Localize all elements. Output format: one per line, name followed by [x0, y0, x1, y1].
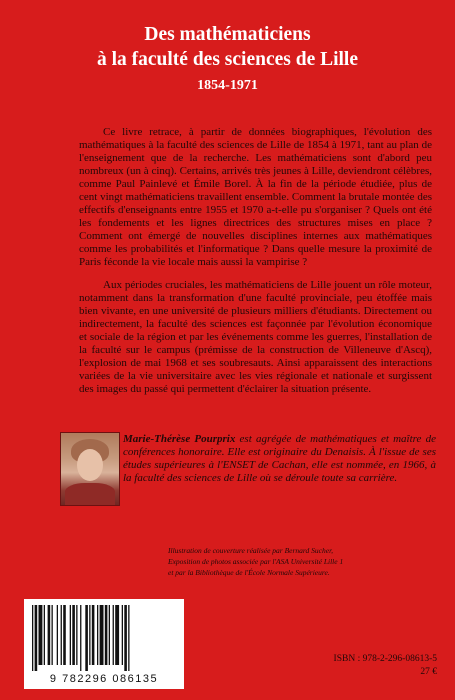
summary-paragraph-1 [79, 126, 432, 269]
price: 27 € [420, 667, 437, 677]
author-name: Marie-Thérèse Pourprix [123, 433, 236, 445]
summary-text-1: Ce livre retrace, à partir de données biographiques, l'évolution des mathématiques à la faculté des sciences de Lille de 1854 à 1971, tant au plan de l'enseignement que de la recherche. Les mathématiciens sont d'abord peu nombreux (un à cinq). Certains, arrivés très jeunes à Lille, deviendront célèbres, comme Paul Painlevé et Émile Borel. À la fin de la période étudiée, plus de cent vingt mathématiciens travaillent ensemble. Comment la brutale montée des effectifs d'enseignants entre 1955 et 1970 a-t-elle pu s'organiser ? Quels ont été les fondements et les lignes directrices des structures mises en place ? Comment ont émergé de nouvelles disciplines internes aux mathématiques comme les probabilités et l'informatique ? Dans quelle mesure la proximité de Paris féconde la vie locale mais aussi la vampirise ? [79, 126, 432, 268]
title-line-2: à la faculté des sciences de Lille [96, 49, 359, 70]
author-bio-text: est agrégée de mathématiques et maître de conférences honoraire. Elle est originaire du Denaisis. À l'issue de ses études supérieures à l'ENSET de Cachan, elle est nommée, en 1966, à la faculté des sciences de Lille où se déroule toute sa carrière. [123, 433, 436, 484]
summary-text-2: Aux périodes cruciales, les mathématiciens de Lille jouent un rôle moteur, notamment dans la transformation d'une faculté provinciale, peu étoffée mais bien vivante, en une université de plusieurs milliers d'étudiants. Directement ou indirectement, la faculté des sciences est façonnée par l'évolution économique et sociale de la région et par les événements comme les guerres, l'installation de la faculté sur le campus (prémisse de la construction de Villeneuve d'Ascq), l'explosion de mai 1968 et ses soubresauts. Ainsi apparaissent des interactions variées de la vie universitaire avec les vies régionale et nationale et surgissent des images du passé qui permettent d'éclairer la situation présente. [79, 279, 432, 395]
book-title [0, 22, 455, 72]
barcode [24, 599, 184, 689]
title-years: 1854-1971 [197, 78, 258, 93]
author-bio [123, 433, 436, 485]
cover-credit [168, 545, 438, 578]
summary-paragraph-2 [79, 279, 432, 396]
author-photo [60, 432, 120, 506]
credit-line-1: Illustration de couverture réalisée par Bernard Sucher, [168, 546, 334, 555]
credit-line-2: Exposition de photos associée par l'ASA Université Lille 1 [168, 557, 344, 566]
barcode-bars [32, 605, 176, 671]
isbn: ISBN : 978-2-296-08613-5 [333, 654, 437, 664]
title-line-1: Des mathématiciens [144, 24, 311, 45]
credit-line-3: et par la Bibliothèque de l'École Normale Supérieure. [168, 568, 330, 577]
barcode-digits: 9 782296 086135 [49, 673, 159, 685]
